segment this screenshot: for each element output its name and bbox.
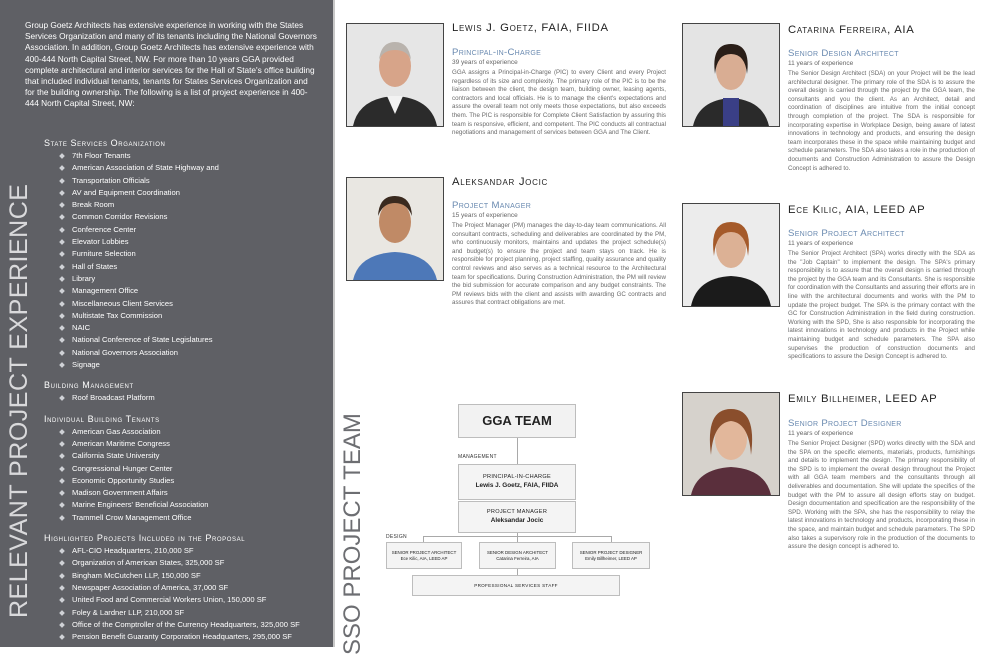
goetz-name: Lewis J. Goetz, FAIA, FIIDA [452, 22, 609, 34]
org-pm-name: Aleksandar Jocic [490, 517, 544, 524]
goetz-role: Principal-in-Charge [452, 47, 542, 58]
billheimer-role: Senior Project Designer [788, 418, 902, 429]
list-item: California State University [59, 450, 329, 462]
list-item: AV and Equipment Coordination [59, 187, 329, 199]
section-individual-tenants [44, 413, 329, 524]
jocic-years: 15 years of experience [452, 212, 518, 219]
section-heading: State Services Organization [44, 138, 166, 148]
list-item: Foley & Lardner LLP, 210,000 SF [59, 607, 329, 619]
portrait-kilic [682, 203, 780, 307]
billheimer-years: 11 years of experience [788, 430, 854, 437]
ferreira-years: 11 years of experience [788, 60, 854, 67]
list-item: United Food and Commercial Workers Union, 150,000 SF [59, 594, 329, 606]
org-spa-title: SENIOR PROJECT ARCHITECT [391, 550, 457, 555]
org-management-label: MANAGEMENT [458, 454, 497, 460]
portrait-goetz [346, 23, 444, 127]
org-spd-name: Emily Billheimer, LEED AP [585, 556, 637, 561]
kilic-description: The Senior Project Architect (SPA) works directly with the SDA as the "Job Captain" to implement the design. The SPA's primary responsibility is to assure that the overall design is carried through the project by the GGA team and its Consultants. She is responsible for coordination with the Consultants and assuring their efforts are in line with the architectural documents and works with the PM to update the project budget. The SPA is the primary contact with the GC for Construction Administration in the field during construction. Working with the SPD, She is also responsible for incorporating the latest innovations in technology and products in the Project while maintaining budget and schedule parameters. The SPA also supervises the production of construction documents and specifications to assure the Design Concept is adhered to. [788, 250, 975, 361]
list-item: Marine Engineers' Beneficial Association [59, 499, 329, 511]
org-pm-title: PROJECT MANAGER [486, 509, 548, 515]
billheimer-name: Emily Billheimer, LEED AP [788, 393, 938, 405]
list-item: American Maritime Congress [59, 438, 329, 450]
list-item: Congressional Hunger Center [59, 463, 329, 475]
intro-paragraph: Group Goetz Architects has extensive experience in working with the States Services Organization and many of its tenants including the National Governors Association. In addition, Group Goetz Architects has extensive experience with 400-444 North Capital Street, NW. For more than 10 years GGA provided complete architectural and interior services for the Hall of State's office building that included individual tenants, tenants for States Services Organization and for the building ownership. The following is a list of project experience in 400-444 North Capital Street, NW: [25, 20, 317, 109]
list-item: Economic Opportunity Studies [59, 475, 329, 487]
list-item: Management Office [59, 285, 329, 297]
left-panel [0, 0, 333, 647]
billheimer-description: The Senior Project Designer (SPD) works directly with the SDA and the SPA on the specific elements, materials, products, furnishings and details to implement the design. The primary responsibility of the SPD is to implement the overall design throughout the Project with all GGA team members and the consultants through all deliverables and documentation. She will update the specifics of the budget with the PM to assure all design efforts stay on budget. Design documentation and specification are the responsibility of the SPD. Working with the SPA, she has the responsibility to relay the latest innovations in technology and products, incorporating these in the space, and maintain budget and schedule parameters. The SPD also takes a supervisory role in the production of the documents to assure the design concept is adhered to. [788, 440, 975, 551]
list-item: Hall of States [59, 261, 329, 273]
section-building-management [44, 379, 329, 404]
org-spd-title: SENIOR PROJECT DESIGNER [579, 550, 643, 555]
org-pm-box [458, 501, 576, 533]
section-heading: Individual Building Tenants [44, 413, 160, 424]
list-item: 7th Floor Tenants [59, 150, 329, 162]
section-state-services [44, 137, 329, 371]
list-item: NAIC [59, 322, 329, 334]
ferreira-description: The Senior Design Architect (SDA) on your Project will be the lead architectural designer. The primary role of the SDA is to assure the overall design is carried through the project by the GGA team, the consultants and you the client. As an Architect, detail and coordination of disciplines are intuitive from the initial concept through completion of the project. The SDA is responsible for incorporating expertise in Workplace Design, being aware of latest innovations in technology and products, and ensuring the design team incorporates these in the space while maintaining budget and schedule parameters. The SDA also takes a role in the production of documents and Construction Administration to assure the Design Concept is adhered to. [788, 70, 975, 172]
jocic-role: Project Manager [452, 200, 532, 211]
org-connector [423, 536, 611, 537]
goetz-years: 39 years of experience [452, 59, 518, 66]
jocic-name: Aleksandar Jocic [452, 176, 548, 188]
org-spa-box [386, 542, 462, 569]
section-heading: Highlighted Projects Included in the Proposal [44, 533, 246, 544]
list-item: Roof Broadcast Platform [59, 392, 329, 404]
kilic-years: 11 years of experience [788, 240, 854, 247]
ferreira-name: Catarina Ferreira, AIA [788, 24, 915, 36]
org-chart [386, 402, 678, 602]
page-divider [333, 0, 335, 647]
project-experience-lists [44, 137, 329, 647]
section-highlighted-projects [44, 532, 329, 643]
org-pic-name: Lewis J. Goetz, FAIA, FIIDA [475, 482, 559, 489]
section-heading: Building Management [44, 380, 134, 391]
list-item: Elevator Lobbies [59, 236, 329, 248]
kilic-name: Ece Kilic, AIA, LEED AP [788, 204, 926, 216]
list-item: Multistate Tax Commission [59, 310, 329, 322]
org-sda-box [479, 542, 556, 569]
org-connector [517, 438, 518, 464]
portrait-ferreira [682, 23, 780, 127]
list-item: Library [59, 273, 329, 285]
org-sda-name: Catarina Ferreira, AIA [496, 556, 539, 561]
org-sda-title: SENIOR DESIGN ARCHITECT [487, 550, 548, 555]
portrait-billheimer [682, 392, 780, 496]
list-item: National Conference of State Legislatures [59, 334, 329, 346]
list-item: Common Corridor Revisions [59, 211, 329, 223]
jocic-description: The Project Manager (PM) manages the day-to-day team communications. All consultant contracts, scheduling and deliverables are coordinated by the PM, who continuously monitors, maintains and updates the project schedule(s) and budget(s) to ensure the project and team stays on track. He is responsible for project planning, project staffing, quality assurance and quality control reviews and also serves as a technical resource to the Architectural team for specifications. During Construction Administration, the PM will review the bid submission for accurate comparison and any budget constraints. The PM reviews bids with the client and assists with awarding GC contracts and assures that contract obligations are met. [452, 222, 666, 307]
list-item: Madison Government Affairs [59, 487, 329, 499]
list-item: Office of the Comptroller of the Currency Headquarters, 325,000 SF [59, 619, 329, 631]
org-team-title: GGA TEAM [458, 404, 576, 438]
list-item: American Association of State Highway and [59, 162, 329, 174]
list-item: American Gas Association [59, 426, 329, 438]
list-item: Miscellaneous Client Services [59, 298, 329, 310]
org-pic-box [458, 464, 576, 500]
org-spa-name: Ece Kilic, AIA, LEED AP [400, 556, 448, 561]
portrait-jocic [346, 177, 444, 281]
list-item: Break Room [59, 199, 329, 211]
org-spd-box [572, 542, 650, 569]
org-staff-box: PROFESSIONAL SERVICES STAFF [412, 575, 620, 596]
ferreira-role: Senior Design Architect [788, 48, 899, 59]
list-item: Trammell Crow Management Office [59, 512, 329, 524]
left-vertical-title: RELEVANT PROJECT EXPERIENCE [5, 183, 33, 618]
kilic-role: Senior Project Architect [788, 228, 905, 239]
org-pic-title: PRINCIPAL-IN-CHARGE [482, 474, 552, 480]
list-item: National Governors Association [59, 347, 329, 359]
list-item: Furniture Selection [59, 248, 329, 260]
list-item: Transportation Officials [59, 175, 329, 187]
list-item: Pension Benefit Guaranty Corporation Headquarters, 295,000 SF [59, 631, 329, 643]
list-item: Newspaper Association of America, 37,000 SF [59, 582, 329, 594]
goetz-description: GGA assigns a Principal-in-Charge (PIC) to every Client and every Project regardless of its size and complexity. The primary role of the PIC is to be the liaison between the client, the design team, building owner, leasing agents, contractors and local officials. He is to manage the client's expectations and assure the overall team not only meets those expectations, but also exceeds them. The PIC is responsible for Complete Client Satisfaction by assuring this team is responsive, efficient, and competent. The PIC conducts all contractual negotiations and management of services between GGA and The Client. [452, 69, 666, 137]
list-item: Organization of American States, 325,000 SF [59, 557, 329, 569]
team-vertical-title: SSO PROJECT TEAM [339, 413, 366, 655]
list-item: Signage [59, 359, 329, 371]
org-design-label: DESIGN [386, 534, 407, 540]
list-item: AFL-CIO Headquarters, 210,000 SF [59, 545, 329, 557]
list-item: Conference Center [59, 224, 329, 236]
list-item: Bingham McCutchen LLP, 150,000 SF [59, 570, 329, 582]
